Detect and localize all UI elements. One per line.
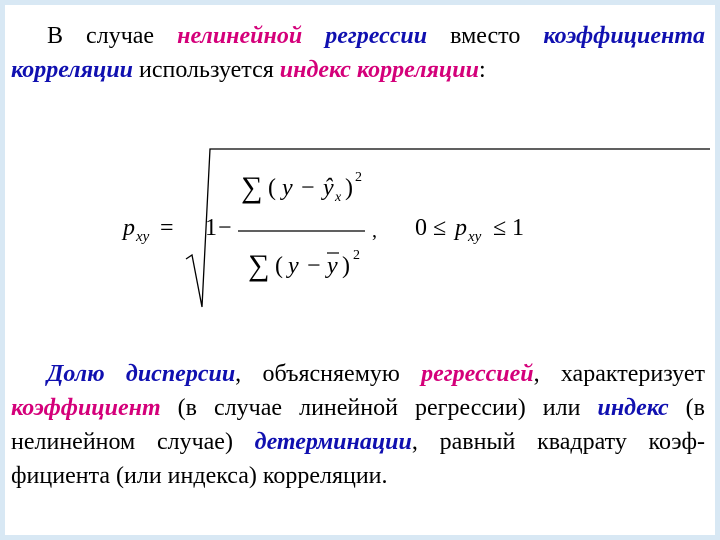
text-fragment: , характеризует [533,361,705,387]
equals-sign: = [160,215,174,241]
text-fragment: , объясняемую [235,361,422,387]
var-y-bar: y [327,253,338,279]
lhs-p: p [123,215,135,241]
var-y: y [288,253,299,279]
subscript-x: x [335,190,342,205]
one: 1 [512,215,524,241]
determination-paragraph [11,357,705,493]
lhs-subscript: xy [136,229,150,245]
term-variance-share: Долю дисперсии [47,361,236,387]
cond-p: p [455,215,467,241]
comma: , [372,220,377,242]
text-fragment: (в нелинейном случае) [11,395,705,455]
intro-paragraph [11,19,705,87]
var-y-hat: ŷ [323,175,334,201]
minus-sign: − [301,175,315,201]
zero: 0 [415,215,427,241]
one: 1 [205,215,217,241]
minus-sign: − [307,253,321,279]
paren-left: ( [275,253,283,279]
paren-right: ) [342,253,350,279]
var-y: y [282,175,293,201]
term-coefficient: коэффициент [11,395,161,421]
sum-sign-numerator: ∑ [241,171,263,204]
text-fragment: вместо [427,23,544,49]
term-correlation-coefficient: коэффициента корреляции [11,23,706,83]
exponent-2: 2 [355,170,362,185]
less-equal-sign: ≤ [433,215,447,241]
term-regression: регрессии [325,23,428,49]
minus-sign: − [218,215,232,241]
text-fragment [302,23,325,49]
cond-subscript: xy [468,229,482,245]
text-fragment: : [478,57,486,83]
text-fragment: (в случае линейной регрессии) или [160,395,598,421]
term-index: индекс [597,395,669,421]
text-fragment: используется [133,57,280,83]
text-fragment: В случае [47,23,178,49]
term-nonlinear: нелинейной [177,23,303,49]
less-equal-sign: ≤ [493,215,507,241]
term-regression: регрессией [421,361,534,387]
term-correlation-index: индекс корреляции [279,57,479,83]
term-determination: детерминации [254,429,412,455]
text-fragment: , равный квадрату коэф-фициента (или индекса) корреляции. [11,429,705,489]
slide [5,5,715,535]
paren-left: ( [268,175,276,201]
paren-right: ) [345,175,353,201]
correlation-index-formula [5,135,715,315]
sum-sign-denominator: ∑ [248,249,270,282]
radical-sign [186,149,710,307]
exponent-2: 2 [353,248,360,263]
